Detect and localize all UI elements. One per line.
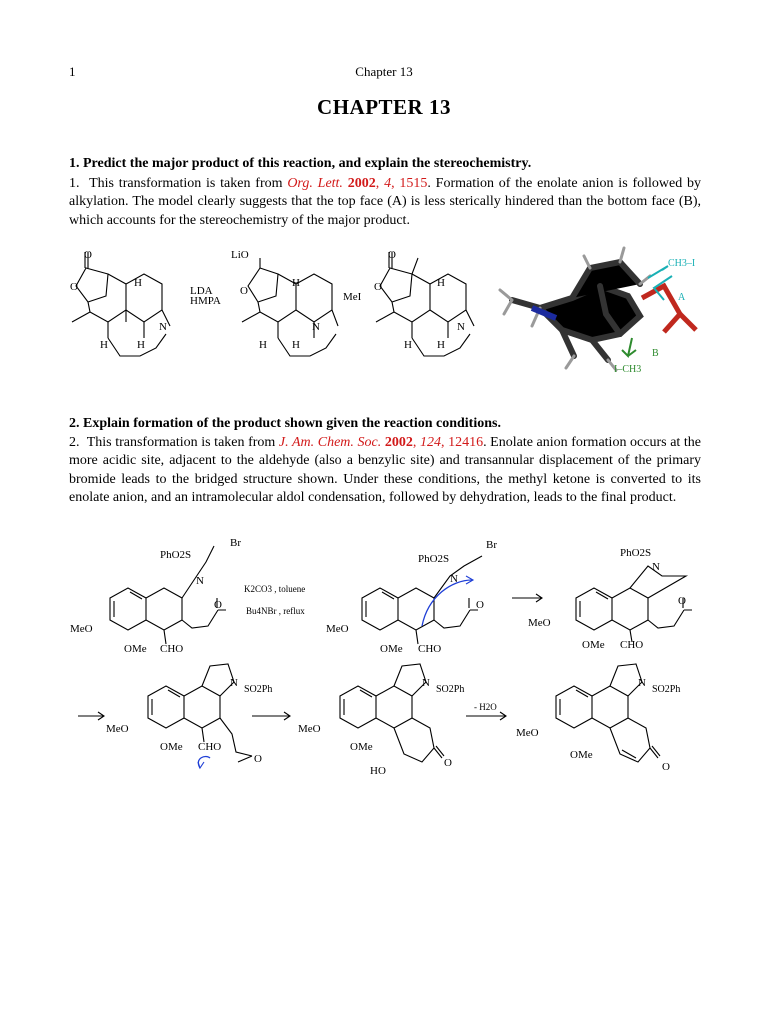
reagent-hmpa: HMPA xyxy=(190,295,221,307)
label-ome: OMe xyxy=(160,741,183,753)
atom-o: O xyxy=(240,285,248,297)
ref-year: 2002 xyxy=(384,435,413,450)
label-n: N xyxy=(450,573,458,585)
label-pho2s: PhO2S xyxy=(418,553,450,565)
label-cho: CHO xyxy=(198,741,222,753)
conditions-line-1: K2CO3 , toluene xyxy=(244,584,306,594)
label-n: N xyxy=(230,677,238,689)
label-n: N xyxy=(652,561,660,573)
atom-n: N xyxy=(159,321,167,333)
lithium-enolate-intermediate xyxy=(242,258,338,356)
label-cho: CHO xyxy=(620,639,644,651)
scheme-1-figure xyxy=(0,238,768,388)
answer-1-post: . Formation of the enolate anion is followed by alkylation. The model clearly suggests that the top face (A) is less sterically hindered than the bottom face (B), which accounts for the stereochemistry of the major product. xyxy=(69,176,702,228)
label-o-minus: O xyxy=(254,753,262,765)
answer-1-pre: This transformation is taken from xyxy=(89,176,288,191)
ref-page: 12416 xyxy=(448,435,484,450)
label-meo: MeO xyxy=(516,727,539,739)
label-so2ph: SO2Ph xyxy=(652,684,681,695)
atom-h: H xyxy=(259,339,267,351)
atom-lio: LiO xyxy=(231,249,249,261)
atom-o: O xyxy=(70,281,78,293)
label-pho2s: PhO2S xyxy=(160,549,192,561)
label-meo: MeO xyxy=(298,723,321,735)
label-br: Br xyxy=(230,537,241,549)
answer-2 xyxy=(69,434,701,507)
atom-n: N xyxy=(457,321,465,333)
ref-volume: 4 xyxy=(384,176,392,191)
label-o: O xyxy=(662,761,670,773)
dehydration-label: - H2O xyxy=(474,702,497,712)
atom-h: H xyxy=(100,339,108,351)
label-n: N xyxy=(196,575,204,587)
question-1-heading: 1. Predict the major product of this reaction, and explain the stereochemistry. xyxy=(69,156,532,171)
label-ho: HO xyxy=(370,765,386,777)
ref-page: 1515 xyxy=(399,176,428,191)
atom-h: H xyxy=(437,277,445,289)
answer-1-reference[interactable]: Org. Lett. 2002, 4, 1515 xyxy=(287,176,428,191)
label-meo: MeO xyxy=(326,623,349,635)
atom-h: H xyxy=(437,339,445,351)
ref-journal: J. Am. Chem. Soc. xyxy=(278,435,382,450)
label-ch3i-top: CH3–I xyxy=(668,258,696,269)
label-ome: OMe xyxy=(570,749,593,761)
atom-o: O xyxy=(388,249,396,261)
atom-h: H xyxy=(134,277,142,289)
label-n: N xyxy=(638,677,646,689)
label-meo: MeO xyxy=(528,617,551,629)
label-cho: CHO xyxy=(418,643,442,655)
atom-n: N xyxy=(312,321,320,333)
label-meo: MeO xyxy=(106,723,129,735)
label-o: O xyxy=(214,599,222,611)
methylated-product xyxy=(376,252,474,356)
label-cho: CHO xyxy=(160,643,184,655)
ref-year: 2002 xyxy=(347,176,376,191)
3d-molecular-model xyxy=(500,248,696,370)
atom-h: H xyxy=(404,339,412,351)
label-pho2s: PhO2S xyxy=(620,547,652,559)
ref-volume: 124 xyxy=(419,435,441,450)
lactone-starting-material xyxy=(72,252,170,356)
chapter-title: CHAPTER 13 xyxy=(317,95,451,119)
label-br: Br xyxy=(486,539,497,551)
running-header: Chapter 13 xyxy=(355,64,413,79)
label-so2ph: SO2Ph xyxy=(244,684,273,695)
answer-2-reference[interactable]: J. Am. Chem. Soc. 2002, 124, 12416 xyxy=(278,435,484,450)
label-face-a: A xyxy=(678,292,686,303)
answer-1 xyxy=(69,175,701,230)
atom-o: O xyxy=(374,281,382,293)
label-ome: OMe xyxy=(380,643,403,655)
label-n: N xyxy=(422,677,430,689)
reagent-mei: MeI xyxy=(343,291,362,303)
page-number: 1 xyxy=(69,64,76,79)
atom-h: H xyxy=(292,277,300,289)
label-meo: MeO xyxy=(70,623,93,635)
atom-h: H xyxy=(292,339,300,351)
atom-h: H xyxy=(137,339,145,351)
label-face-b: B xyxy=(652,348,659,359)
label-ome: OMe xyxy=(582,639,605,651)
answer-2-post: . Enolate anion formation occurs at the more acidic site, adjacent to the aldehyde (also a benzylic site) and transannular displacement of the primary bromide leads to the bridged structure shown. Under these conditions, the methyl ketone is converted to its enolate anion, and an intramolecular aldol condensation, followed by dehydration, leads to the final product. xyxy=(69,435,702,505)
answer-2-number: 2. xyxy=(69,435,80,450)
label-ome: OMe xyxy=(350,741,373,753)
enolate-intermediate xyxy=(362,556,482,644)
question-2-heading: 2. Explain formation of the product shown given the reaction conditions. xyxy=(69,416,501,431)
label-ome: OMe xyxy=(124,643,147,655)
label-o: O xyxy=(678,595,686,607)
label-o: O xyxy=(476,599,484,611)
label-ich3-bottom: I–CH3 xyxy=(614,364,642,375)
label-so2ph: SO2Ph xyxy=(436,684,465,695)
ref-journal: Org. Lett. xyxy=(287,176,343,191)
answer-2-pre: This transformation is taken from xyxy=(86,435,279,450)
conditions-line-2: Bu4NBr , reflux xyxy=(246,606,305,616)
atom-o: O xyxy=(84,249,92,261)
label-o: O xyxy=(444,757,452,769)
reagent-lda: LDA xyxy=(190,285,213,297)
bridged-intermediate xyxy=(576,566,692,642)
answer-1-number: 1. xyxy=(69,176,80,191)
scheme-2-figure xyxy=(0,536,768,796)
